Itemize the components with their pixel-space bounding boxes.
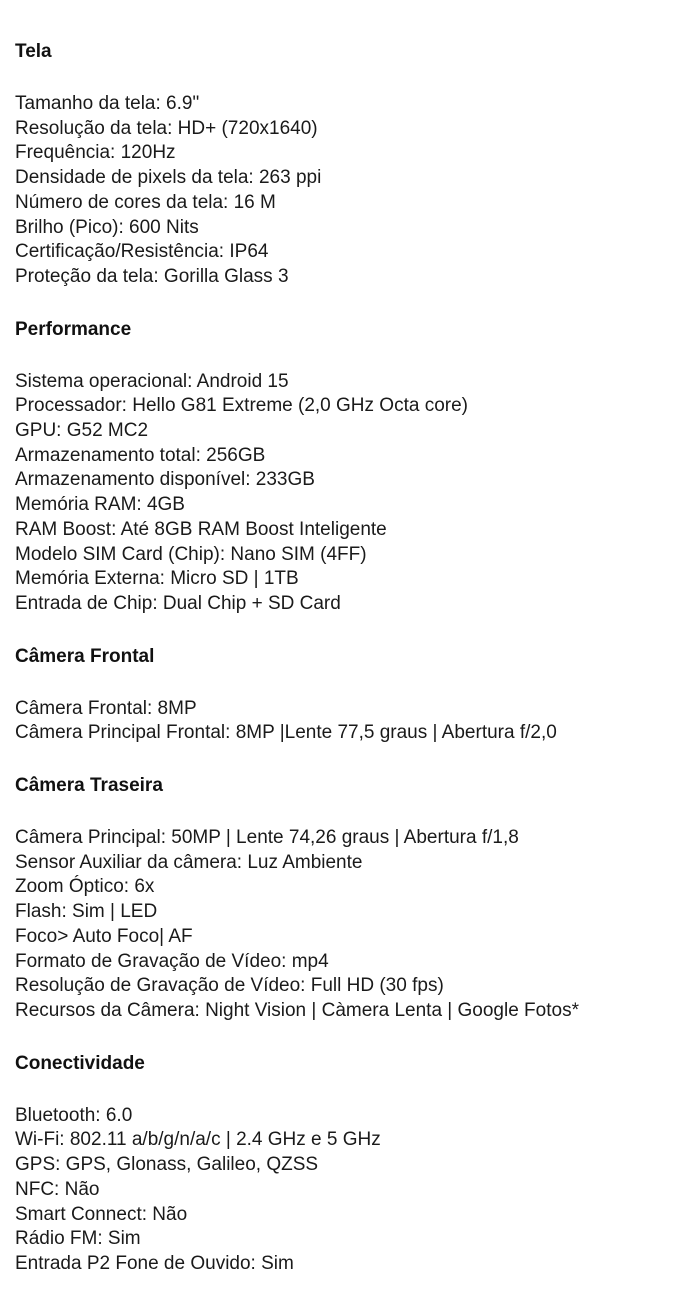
- spec-line: Câmera Principal: 50MP | Lente 74,26 graus | Abertura f/1,8: [15, 827, 519, 849]
- spec-line: Entrada P2 Fone de Ouvido: Sim: [15, 1252, 294, 1274]
- spec-line: Câmera Principal Frontal: 8MP |Lente 77,5 graus | Abertura f/2,0: [15, 722, 557, 744]
- section-title-camera-frontal: Câmera Frontal: [15, 645, 155, 667]
- spec-line: Processador: Hello G81 Extreme (2,0 GHz Octa core): [15, 395, 468, 417]
- section-performance: [15, 318, 690, 617]
- section-title-performance: Performance: [15, 318, 132, 340]
- spec-line: Entrada de Chip: Dual Chip + SD Card: [15, 592, 341, 614]
- spec-line: Câmera Frontal: 8MP: [15, 697, 197, 719]
- section-title-conectividade: Conectividade: [15, 1052, 145, 1074]
- spec-line: Rádio FM: Sim: [15, 1228, 141, 1250]
- spec-list-conectividade: [15, 1104, 690, 1277]
- spec-line: Tamanho da tela: 6.9": [15, 93, 200, 114]
- spec-line: Sistema operacional: Android 15: [15, 370, 289, 392]
- spec-line: Proteção da tela: Gorilla Glass 3: [15, 265, 289, 287]
- spec-list-camera-traseira: [15, 826, 690, 1024]
- spec-line: Armazenamento total: 256GB: [15, 444, 266, 466]
- spec-line: Smart Connect: Não: [15, 1203, 188, 1225]
- section-title-tela: Tela: [15, 41, 52, 62]
- spec-line: Recursos da Câmera: Night Vision | Càmera Lenta | Google Fotos*: [15, 999, 579, 1021]
- spec-line: Armazenamento disponível: 233GB: [15, 469, 315, 491]
- section-camera-traseira: [15, 774, 690, 1024]
- spec-line: Modelo SIM Card (Chip): Nano SIM (4FF): [15, 543, 367, 565]
- spec-line: Foco> Auto Foco| AF: [15, 925, 193, 947]
- spec-line: Brilho (Pico): 600 Nits: [15, 216, 199, 238]
- spec-line: Frequência: 120Hz: [15, 142, 176, 164]
- spec-line: Número de cores da tela: 16 M: [15, 191, 276, 213]
- spec-line: Memória RAM: 4GB: [15, 494, 185, 516]
- section-conectividade: [15, 1052, 690, 1277]
- spec-list-performance: [15, 370, 690, 617]
- spec-line: NFC: Não: [15, 1178, 100, 1200]
- section-camera-frontal: [15, 645, 690, 746]
- spec-list-tela: [15, 92, 690, 290]
- spec-line: RAM Boost: Até 8GB RAM Boost Inteligente: [15, 518, 387, 540]
- spec-line: Zoom Óptico: 6x: [15, 876, 155, 898]
- section-title-camera-traseira: Câmera Traseira: [15, 775, 163, 797]
- spec-line: Certificação/Resistência: IP64: [15, 241, 269, 263]
- spec-line: Flash: Sim | LED: [15, 901, 158, 923]
- spec-line: Sensor Auxiliar da câmera: Luz Ambiente: [15, 851, 363, 873]
- spec-document: [15, 40, 690, 1305]
- spec-line: Wi-Fi: 802.11 a/b/g/n/a/c | 2.4 GHz e 5 GHz: [15, 1129, 381, 1151]
- spec-line: Bluetooth: 6.0: [15, 1104, 133, 1126]
- spec-line: Memória Externa: Micro SD | 1TB: [15, 568, 299, 590]
- spec-line: Resolução de Gravação de Vídeo: Full HD (30 fps): [15, 975, 444, 997]
- spec-line: GPU: G52 MC2: [15, 420, 149, 442]
- section-tela: [15, 40, 690, 290]
- spec-line: Resolução da tela: HD+ (720x1640): [15, 117, 318, 139]
- spec-line: Densidade de pixels da tela: 263 ppi: [15, 167, 322, 189]
- spec-line: GPS: GPS, Glonass, Galileo, QZSS: [15, 1154, 319, 1176]
- spec-list-camera-frontal: [15, 697, 690, 746]
- spec-line: Formato de Gravação de Vídeo: mp4: [15, 950, 329, 972]
